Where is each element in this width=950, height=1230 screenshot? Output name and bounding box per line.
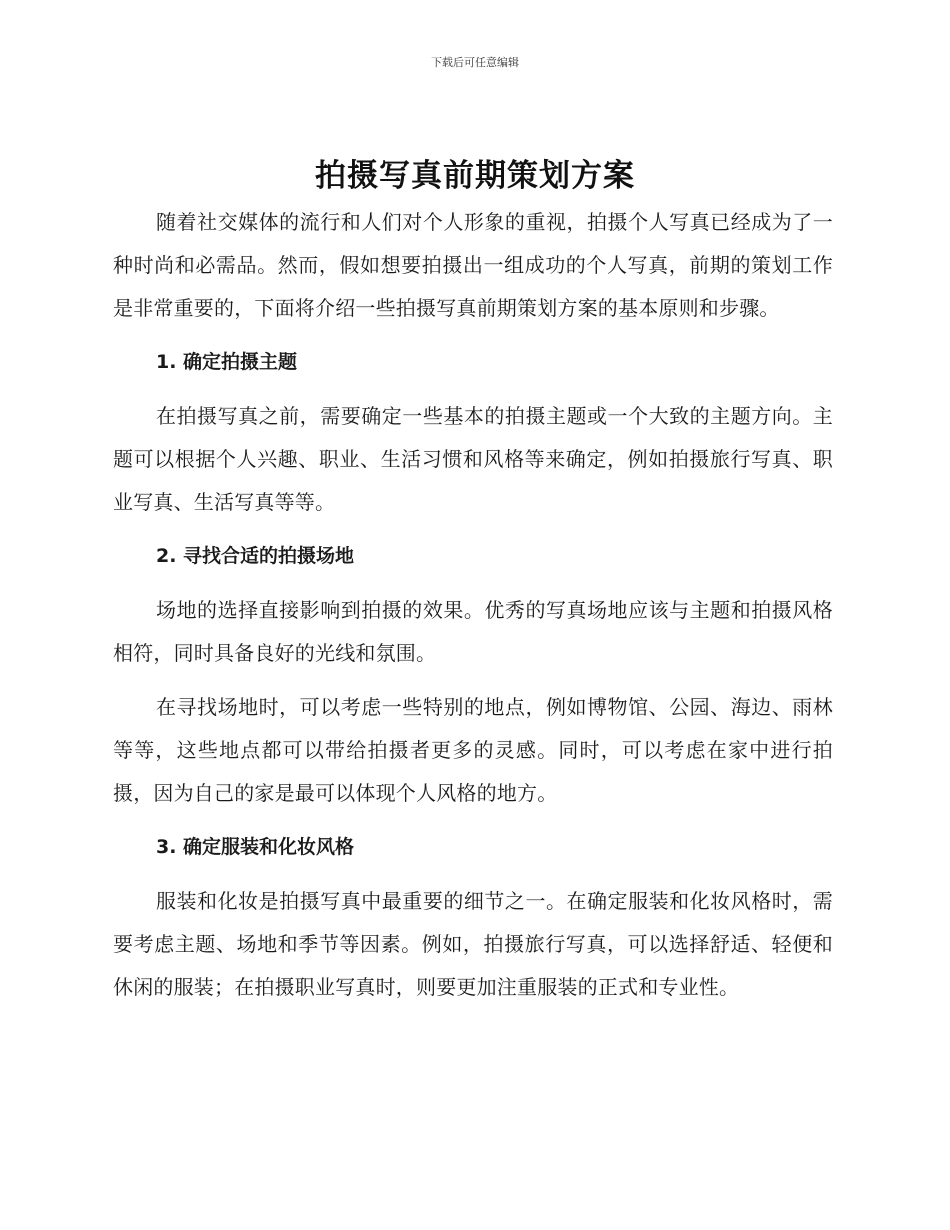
section-heading: 3. 确定服装和化妆风格: [156, 836, 355, 858]
intro-paragraph: 随着社交媒体的流行和人们对个人形象的重视，拍摄个人写真已经成为了一种时尚和必需品。然而，假如想要拍摄出一组成功的个人写真，前期的策划工作是非常重要的，下面将介绍一些拍摄写真前期策划方案的基本原则和步骤。: [113, 210, 833, 320]
section-3: [113, 826, 833, 1009]
section-paragraph: 在拍摄写真之前，需要确定一些基本的拍摄主题或一个大致的主题方向。主题可以根据个人兴趣、职业、生活习惯和风格等来确定，例如拍摄旅行写真、职业写真、生活写真等等。: [113, 404, 833, 514]
section-paragraph: 在寻找场地时，可以考虑一些特别的地点，例如博物馆、公园、海边、雨林等等，这些地点都可以带给拍摄者更多的灵感。同时，可以考虑在家中进行拍摄，因为自己的家是最可以体现个人风格的地方。: [113, 695, 833, 805]
section-1: [113, 341, 833, 524]
section-paragraph: 场地的选择直接影响到拍摄的效果。优秀的写真场地应该与主题和拍摄风格相符，同时具备良好的光线和氛围。: [113, 598, 833, 665]
section-paragraph: 服装和化妆是拍摄写真中最重要的细节之一。在确定服装和化妆风格时，需要考虑主题、场地和季节等因素。例如，拍摄旅行写真，可以选择舒适、轻便和休闲的服装；在拍摄职业写真时，则要更加注重服装的正式和专业性。: [113, 889, 833, 999]
document-title: 拍摄写真前期策划方案: [315, 158, 635, 194]
document-body: [113, 201, 833, 1009]
section-heading: 1. 确定拍摄主题: [156, 351, 298, 373]
section-2: [113, 535, 833, 815]
page-header-note: 下载后可任意编辑: [431, 56, 519, 69]
section-heading: 2. 寻找合适的拍摄场地: [156, 545, 355, 567]
